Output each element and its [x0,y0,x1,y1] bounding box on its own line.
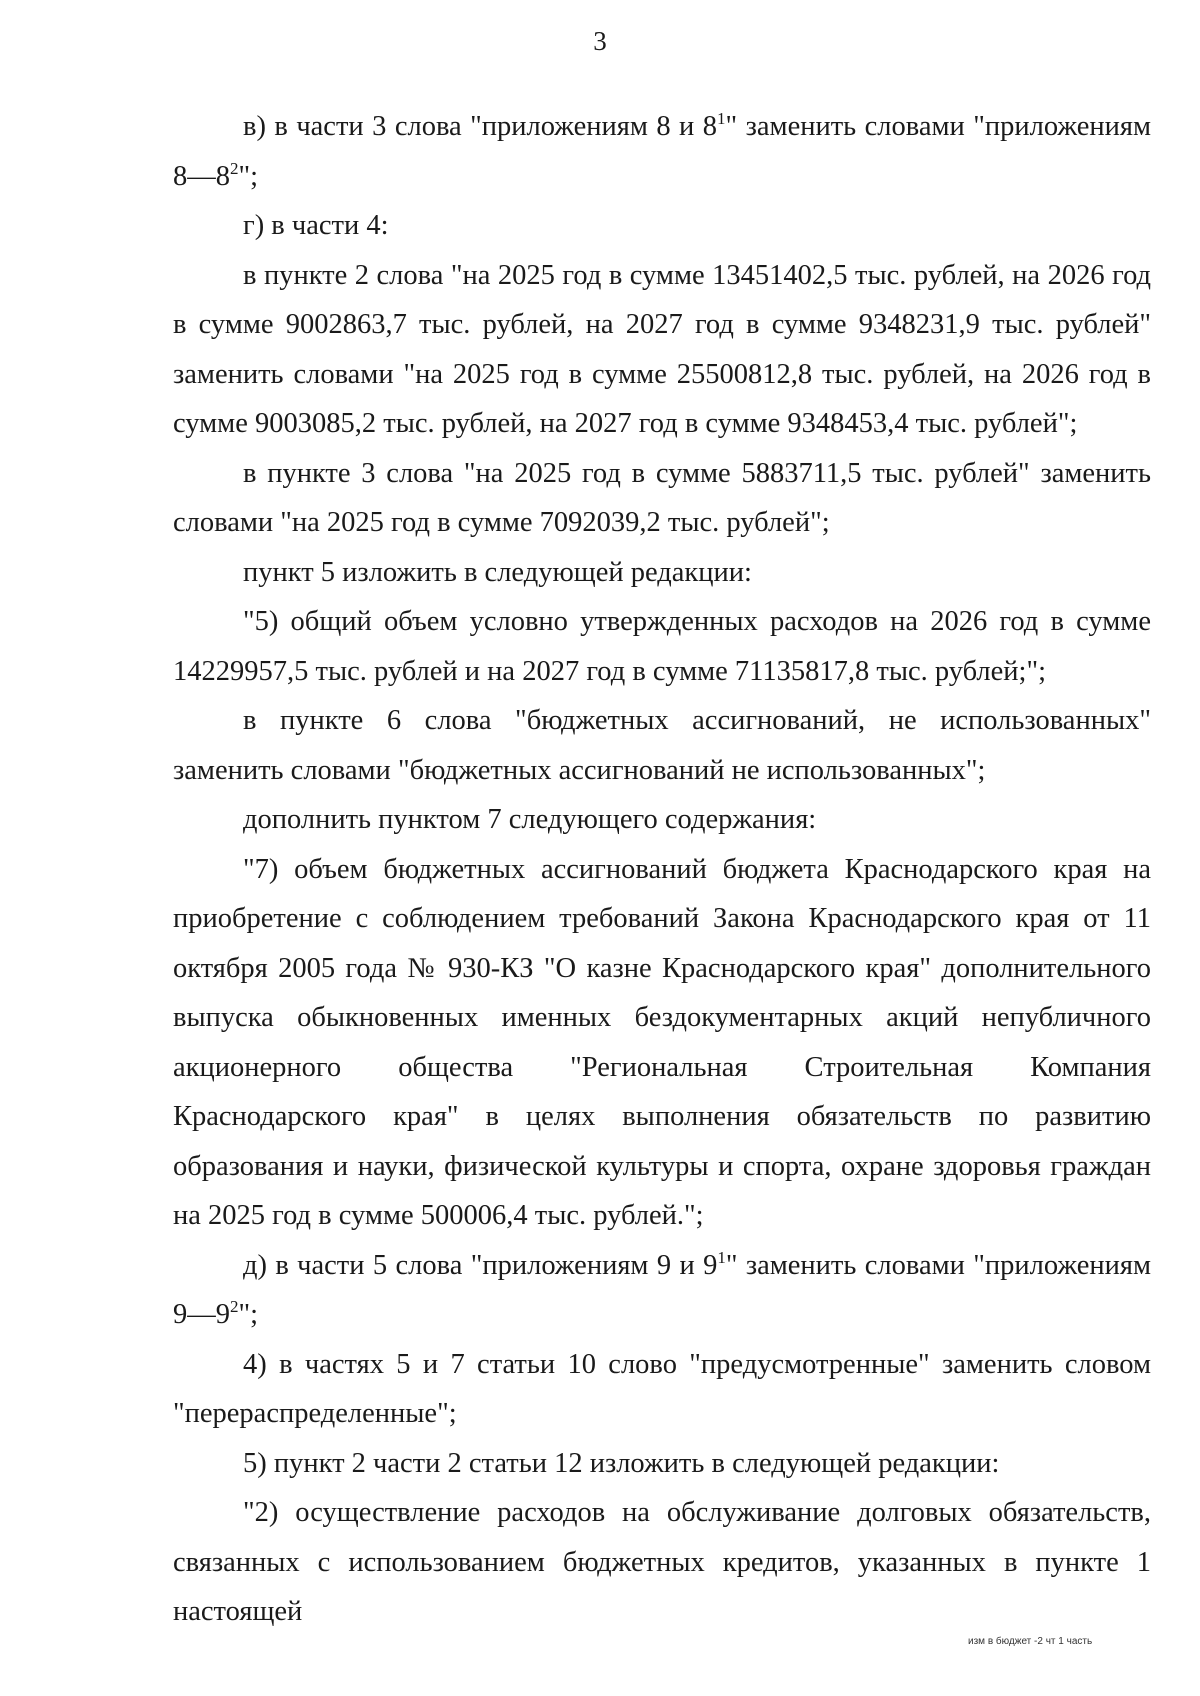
paragraph-text: в) в части 3 слова "приложениям 8 и 8 [243,111,718,142]
superscript: 2 [230,1297,239,1316]
page-number: 3 [593,26,607,56]
paragraph-point-5-intro: пункт 5 изложить в следующей редакции: [243,556,752,588]
document-body [173,102,1151,1637]
superscript: 2 [230,158,239,178]
paragraph-item-5: 5) пункт 2 части 2 статьи 12 изложить в следующей редакции: [243,1447,1000,1479]
paragraph-item-4: 4) в частях 5 и 7 статьи 10 слово "предусмотренные" заменить словом "перераспределенные"; [173,1348,1151,1429]
paragraph-point-5-text: "5) общий объем условно утвержденных расходов на 2026 год в сумме 14229957,5 тыс. рублей и на 2027 год в сумме 71135817,8 тыс. рублей;"; [173,606,1151,687]
paragraph-point-7-text: "7) объем бюджетных ассигнований бюджета Краснодарского края на приобретение с соблюдением требований Закона Краснодарского края от 11 октября 2005 года № 930-КЗ "О казне Краснодарского края" дополнительного выпуска обыкновенных именных бездокументарных акций непубличного акционерного общества "Региональная Строительная Компания Краснодарского края" в целях выполнения обязательств по развитию образования и науки, физической культуры и спорта, охране здоровья граждан на 2025 год в сумме 500006,4 тыс. рублей."; [173,853,1151,1231]
paragraph-item-2-quote: "2) осуществление расходов на обслуживание долговых обязательств, связанных с использованием бюджетных кредитов, указанных в пункте 1 настоящей [173,1497,1151,1627]
superscript: 1 [717,109,726,128]
footer-file-label: изм в бюджет -2 чт 1 часть [968,1636,1093,1647]
paragraph-text: " заменить словами "приложениям 9—9 [173,1249,1152,1330]
paragraph-text: д) в части 5 слова "приложениям 9 и 9 [243,1249,718,1281]
paragraph-point-3: в пункте 3 слова "на 2025 год в сумме 5883711,5 тыс. рублей" заменить словами "на 2025 год в сумме 7092039,2 тыс. рублей"; [173,457,1151,538]
paragraph-text: " заменить словами "приложениям 8—8 [173,111,1151,192]
superscript: 1 [717,1247,726,1267]
paragraph-g: г) в части 4: [243,210,389,241]
paragraph-point-2: в пункте 2 слова "на 2025 год в сумме 13451402,5 тыс. рублей, на 2026 год в сумме 9002863,7 тыс. рублей, на 2027 год в сумме 9348231,9 тыс. рублей" заменить словами "на 2025 год в сумме 25500812,8 тыс. рублей, на 2026 год в сумме 9003085,2 тыс. рублей, на 2027 год в сумме 9348453,4 тыс. рублей"; [173,259,1151,439]
paragraph-v [173,102,1151,201]
paragraph-point-6: в пункте 6 слова "бюджетных ассигнований, не использованных" заменить словами "бюджетных ассигнований не использованных"; [173,705,1151,786]
paragraph-point-7-intro: дополнить пунктом 7 следующего содержания: [243,804,817,835]
paragraph-text: "; [238,1299,259,1330]
paragraph-d [173,1241,1151,1340]
paragraph-text: "; [238,160,259,192]
